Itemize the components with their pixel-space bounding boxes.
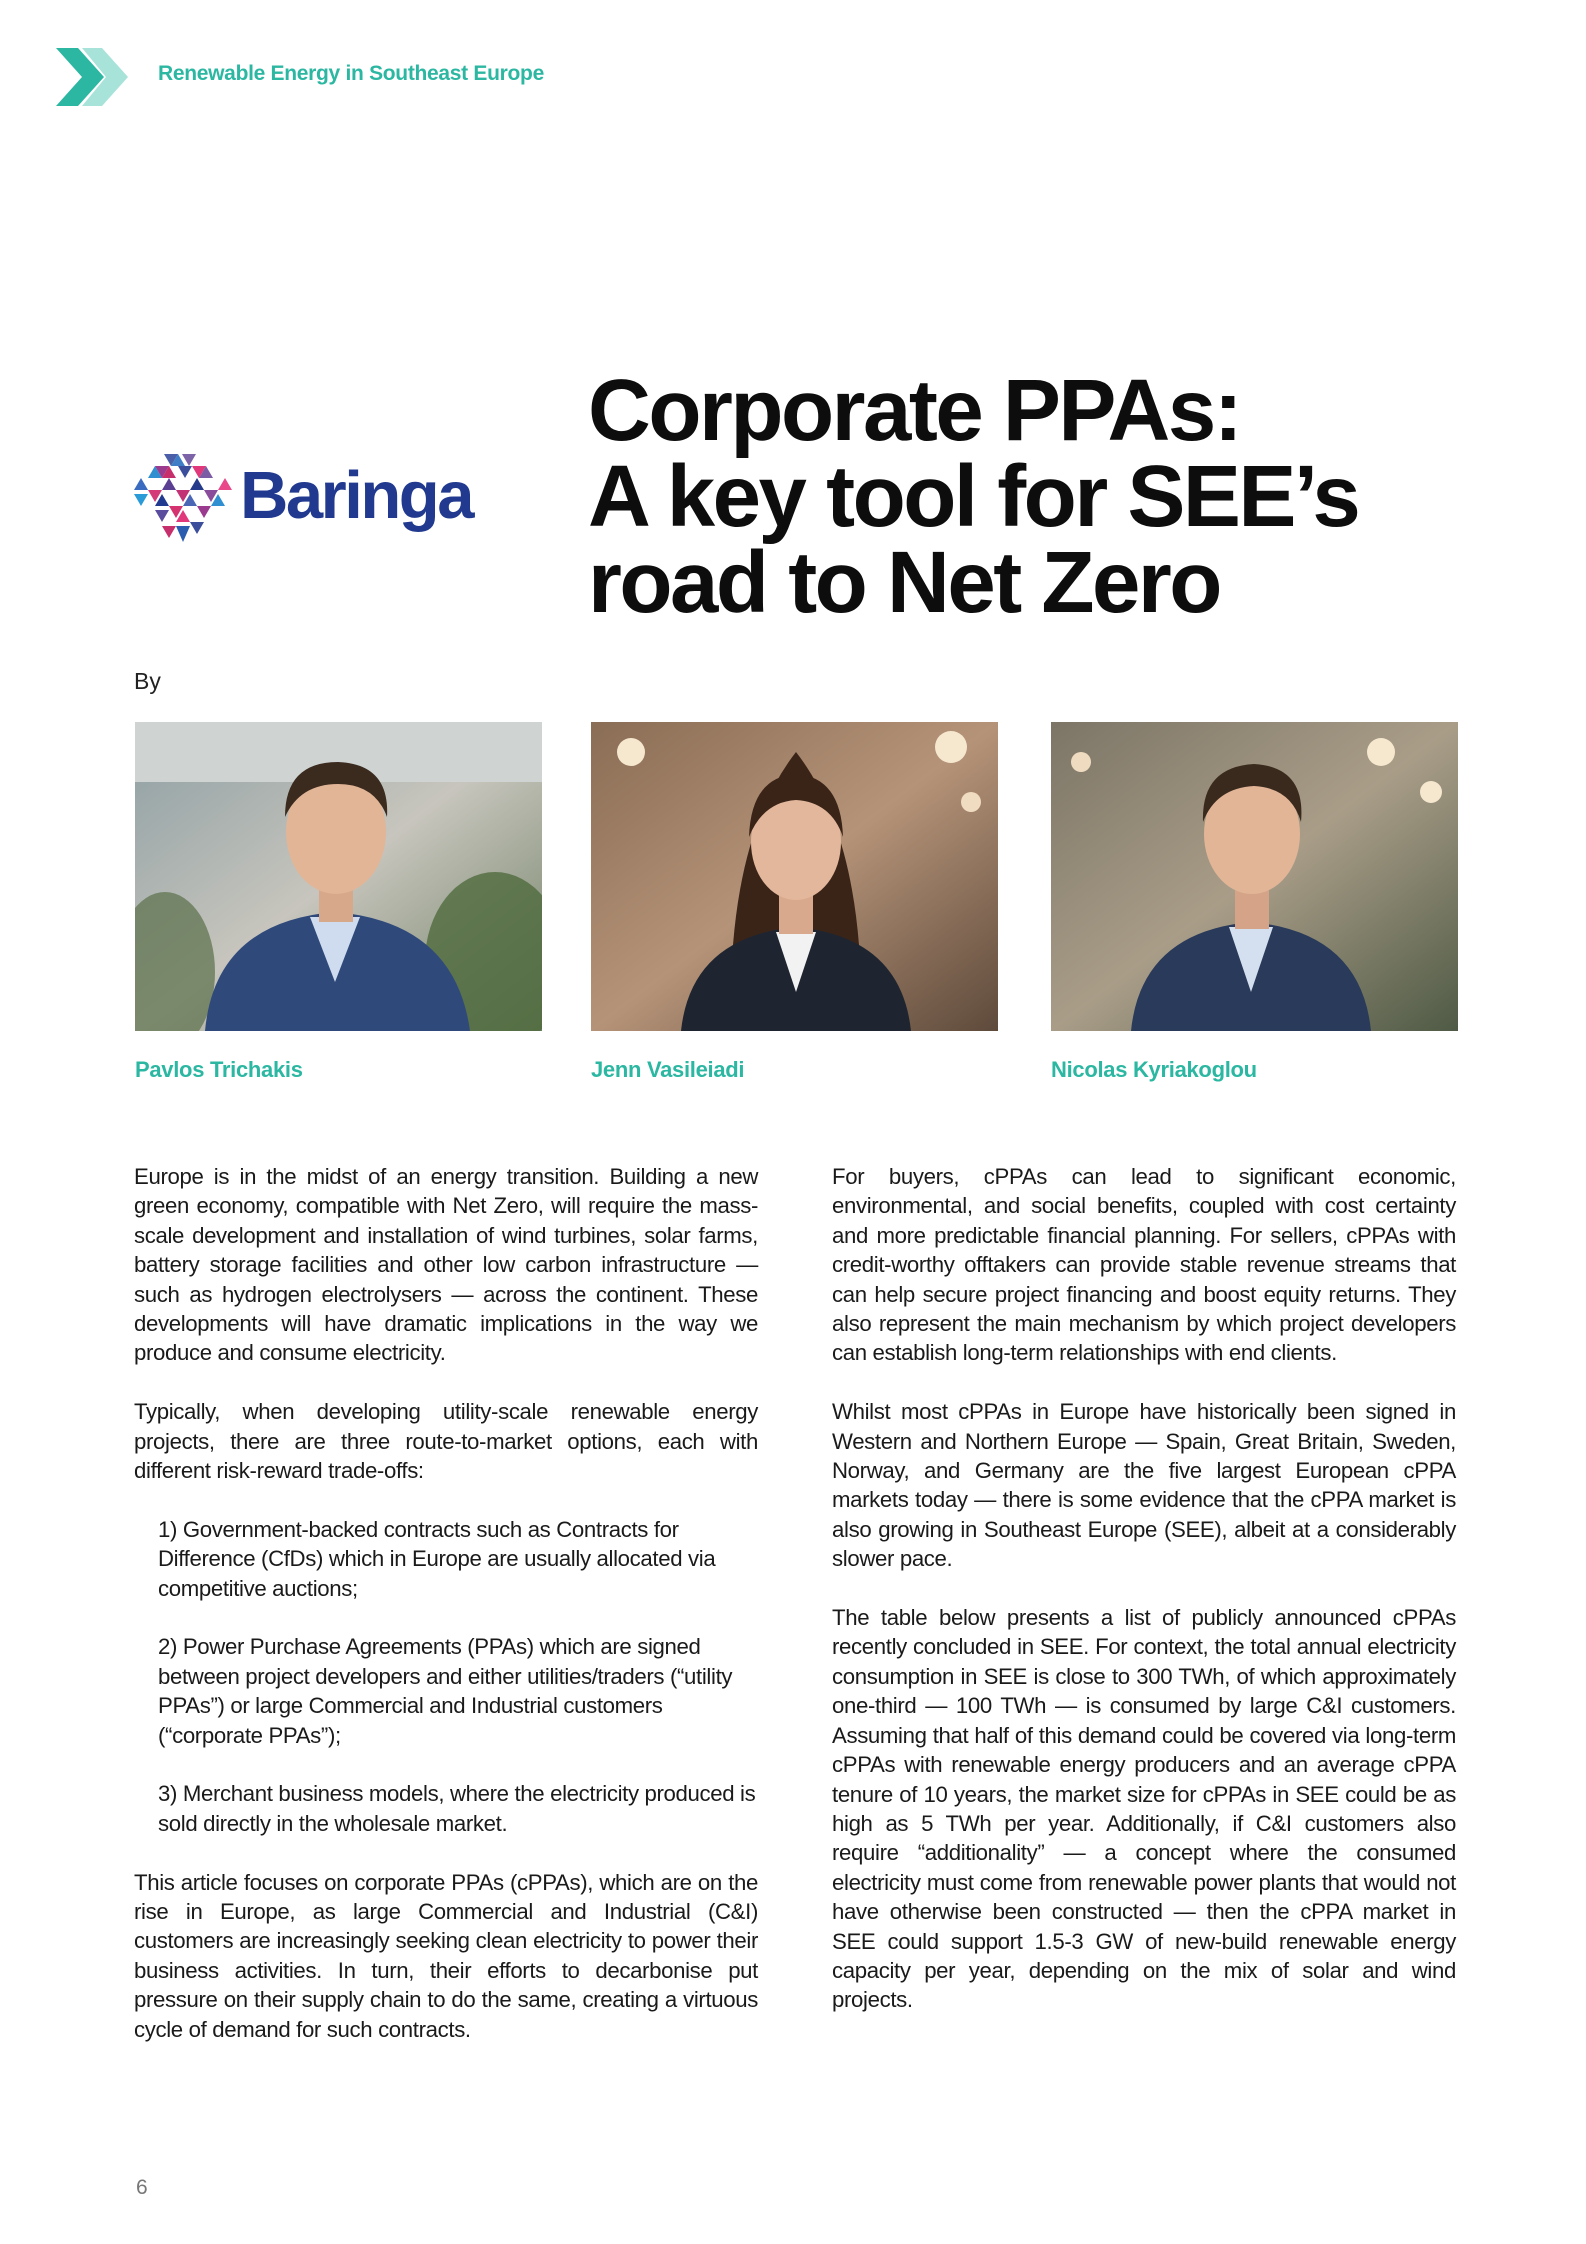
paragraph: This article focuses on corporate PPAs (cPPAs), which are on the rise in Europe, as large Commercial and Industrial (C&I) customers are increasingly seeking clean electricity to power their business activities. In turn, their efforts to decarbonise put pressure on their supply chain to do the same, creating a virtuous cycle of demand for such contracts. [134, 1869, 758, 2042]
baringa-logo [134, 450, 472, 546]
page-number: 6 [136, 2176, 148, 2199]
author-photo [1051, 722, 1458, 1031]
list-item: 3) Merchant business models, where the electricity produced is sold directly in the wholesale market. [158, 1781, 756, 1836]
paragraph: Whilst most cPPAs in Europe have historically been signed in Western and Northern Europe — Spain, Great Britain, Sweden, Norway, and Germany are the five largest European cPPA markets today — there is some evidence that the cPPA market is also growing in Southeast Europe (SEE), albeit at a considerably slower pace. [832, 1399, 1456, 1572]
byline-label: By [134, 668, 161, 694]
paragraph: Europe is in the midst of an energy transition. Building a new green economy, compatible with Net Zero, will require the mass-scale development and installation of wind turbines, solar farms, battery storage facilities and other low carbon infrastructure — such as hydrogen electrolysers — across the continent. These developments will have dramatic implications in the way we produce and consume electricity. [134, 1164, 758, 1366]
author-photo [135, 722, 542, 1031]
right-column [832, 1162, 1456, 2044]
author-photo [591, 722, 998, 1031]
double-chevron-icon [56, 48, 128, 106]
title-line: road to Net Zero [588, 534, 1220, 631]
paragraph: Typically, when developing utility-scale renewable energy projects, there are three route-to-market options, each with different risk-reward trade-offs: [134, 1399, 758, 1484]
author-name: Jenn Vasileiadi [591, 1057, 745, 1082]
header-title: Renewable Energy in Southeast Europe [158, 62, 544, 85]
paragraph: For buyers, cPPAs can lead to significant economic, environmental, and social benefits, coupled with cost certainty and more predictable financial planning. For sellers, cPPAs with credit-worthy offtakers can provide stable revenue streams that can help secure project financing and boost equity returns. They also represent the main mechanism by which project developers can establish long-term relationships with end clients. [832, 1164, 1456, 1366]
author-name: Nicolas Kyriakoglou [1051, 1057, 1257, 1082]
title-line: A key tool for SEE’s [588, 448, 1359, 545]
triangle-mosaic-logo [134, 450, 234, 546]
article-title [588, 362, 1488, 631]
author-name: Pavlos Trichakis [135, 1057, 303, 1082]
list-item: 1) Government-backed contracts such as Contracts for Difference (CfDs) which in Europe are usually allocated via competitive auctions; [158, 1516, 716, 1601]
list-item: 2) Power Purchase Agreements (PPAs) which are signed between project developers and either utilities/traders (“utility PPAs”) or large Commercial and Industrial customers (“corporate PPAs”); [158, 1634, 733, 1748]
left-column [134, 1162, 758, 2074]
logo-wordmark: Baringa [240, 458, 472, 533]
title-line: Corporate PPAs: [588, 362, 1241, 459]
paragraph: The table below presents a list of publicly announced cPPAs recently concluded in SEE. For context, the total annual electricity consumption in SEE is close to 300 TWh, of which approximately one-third — 100 TWh — is consumed by large C&I customers. Assuming that half of this demand could be covered via long-term cPPAs with renewable energy producers and an average cPPA tenure of 10 years, the market size for cPPAs in SEE could be as high as 5 TWh per year. Additionally, if C&I customers also require “additionality” — a concept where the consumed electricity must come from renewable power plants that would not have otherwise been constructed — then the cPPA market in SEE could support 1.5-3 GW of new-build renewable energy capacity per year, depending on the mix of solar and wind projects. [832, 1605, 1456, 2013]
